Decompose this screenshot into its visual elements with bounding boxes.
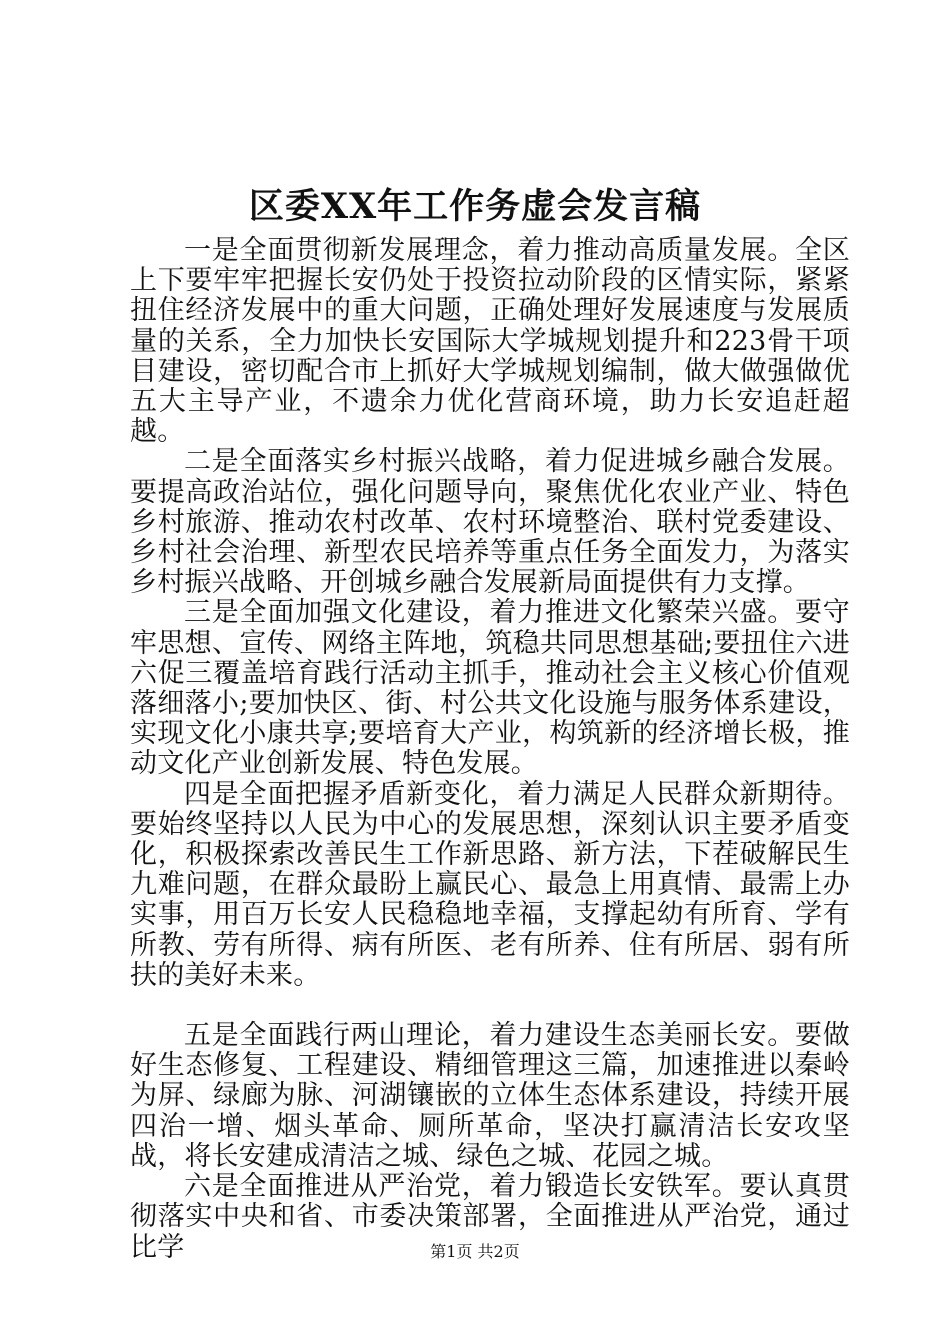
page-number-footer: 第1页 共2页 <box>430 1242 520 1261</box>
document-body <box>130 236 850 1263</box>
document-title: 区委XX年工作务虚会发言稿 <box>248 186 702 227</box>
paragraph-4: 四是全面把握矛盾新变化，着力满足人民群众新期待。要始终坚持以人民为中心的发展思想，深刻认识主要矛盾变化，积极探索改善民生工作新思路、新方法，下茬破解民生九难问题，在群众最盼上赢民心、最急上用真情、最需上办实事，用百万长安人民稳稳地幸福，支撑起幼有所育、学有所教、劳有所得、病有所医、老有所养、住有所居、弱有所扶的美好未来。 <box>130 778 850 991</box>
paragraph-1: 一是全面贯彻新发展理念，着力推动高质量发展。全区上下要牢牢把握长安仍处于投资拉动阶段的区情实际，紧紧扭住经济发展中的重大问题，正确处理好发展速度与发展质量的关系，全力加快长安国际大学城规划提升和223骨干项目建设，密切配合市上抓好大学城规划编制，做大做强做优五大主导产业，不遗余力优化营商环境，助力长安追赶超越。 <box>130 235 850 448</box>
paragraph-2: 二是全面落实乡村振兴战略，着力促进城乡融合发展。要提高政治站位，强化问题导向，聚焦优化农业产业、特色乡村旅游、推动农村改革、农村环境整治、联村党委建设、乡村社会治理、新型农民培养等重点任务全面发力，为落实乡村振兴战略、开创城乡融合发展新局面提供有力支撑。 <box>130 446 850 599</box>
paragraph-6: 六是全面推进从严治党，着力锻造长安铁军。要认真贯彻落实中央和省、市委决策部署，全面推进从严治党，通过比学 <box>130 1171 850 1263</box>
paragraph-5: 五是全面践行两山理论，着力建设生态美丽长安。要做好生态修复、工程建设、精细管理这三篇，加速推进以秦岭为屏、绿廊为脉、河湖镶嵌的立体生态体系建设，持续开展四治一增、烟头革命、厕所革命，坚决打赢清洁长安攻坚战，将长安建成清洁之城、绿色之城、花园之城。 <box>130 1020 850 1172</box>
paragraph-3: 三是全面加强文化建设，着力推进文化繁荣兴盛。要守牢思想、宣传、网络主阵地，筑稳共同思想基础;要扭住六进六促三覆盖培育践行活动主抓手，推动社会主义核心价值观落细落小;要加快区、街、村公共文化设施与服务体系建设，实现文化小康共享;要培育大产业，构筑新的经济增长极，推动文化产业创新发展、特色发展。 <box>130 597 850 780</box>
